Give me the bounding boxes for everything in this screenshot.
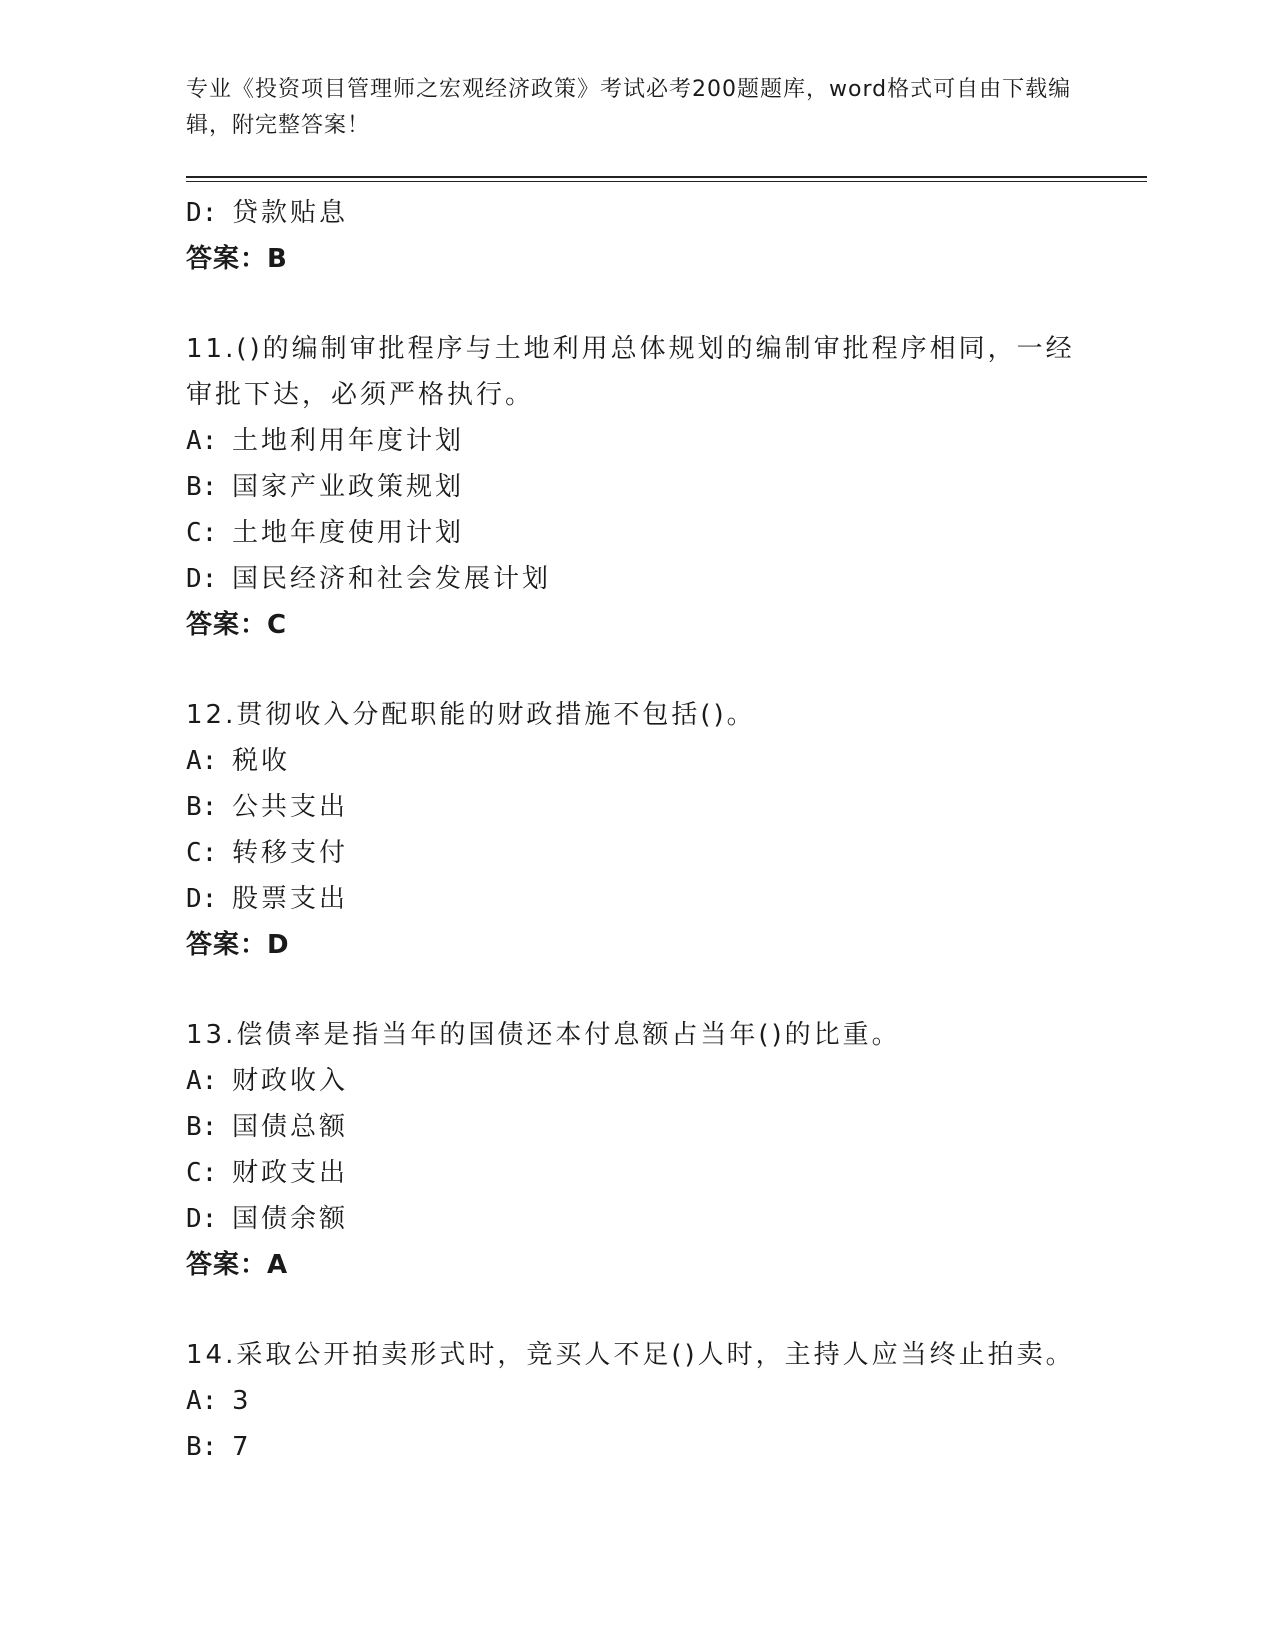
option-label: D: — [186, 1204, 218, 1234]
option-label: D: — [186, 884, 218, 914]
option-text: 国家产业政策规划 — [232, 472, 465, 502]
option-d — [186, 556, 1086, 602]
option-a — [186, 1058, 1086, 1104]
option-text: 国债余额 — [232, 1204, 349, 1234]
option-text: 财政收入 — [232, 1066, 349, 1096]
option-b — [186, 1104, 1086, 1150]
spacer — [186, 648, 1086, 692]
question-stem — [186, 1012, 1086, 1058]
option-label: B: — [186, 472, 218, 502]
carryover-option-d — [186, 190, 1086, 236]
carryover-answer: 答案：B — [186, 244, 288, 274]
option-c — [186, 830, 1086, 876]
question-14 — [186, 1332, 1086, 1470]
option-c — [186, 510, 1086, 556]
option-label: C: — [186, 838, 218, 868]
option-b — [186, 784, 1086, 830]
option-label: A: — [186, 1386, 218, 1416]
option-text: 国债总额 — [232, 1112, 349, 1142]
question-text: 贯彻收入分配职能的财政措施不包括()。 — [236, 700, 756, 730]
option-text: 土地利用年度计划 — [232, 426, 465, 456]
answer: 答案：A — [186, 1250, 289, 1280]
question-stem — [186, 692, 1086, 738]
question-number: 13. — [186, 1020, 237, 1050]
option-text: 转移支付 — [232, 838, 349, 868]
spacer — [186, 1288, 1086, 1332]
option-text: 公共支出 — [232, 792, 349, 822]
question-text: 采取公开拍卖形式时，竞买人不足()人时，主持人应当终止拍卖。 — [236, 1340, 1075, 1370]
option-label: B: — [186, 1432, 218, 1462]
option-b — [186, 1424, 1086, 1470]
option-text: 国民经济和社会发展计划 — [232, 564, 552, 594]
document-body — [186, 190, 1086, 1470]
spacer — [186, 282, 1086, 326]
option-label: A: — [186, 426, 218, 456]
option-label: D: — [186, 198, 218, 228]
option-a — [186, 1378, 1086, 1424]
option-text: 土地年度使用计划 — [232, 518, 465, 548]
question-number: 11. — [186, 334, 237, 364]
option-text: 3 — [232, 1386, 252, 1416]
spacer — [186, 968, 1086, 1012]
header-rule-thin — [186, 181, 1147, 182]
option-d — [186, 876, 1086, 922]
answer: 答案：C — [186, 610, 288, 640]
option-a — [186, 738, 1086, 784]
header-rule-thick — [186, 176, 1147, 178]
option-c — [186, 1150, 1086, 1196]
question-12 — [186, 692, 1086, 968]
question-text: 偿债率是指当年的国债还本付息额占当年()的比重。 — [236, 1020, 901, 1050]
answer: 答案：D — [186, 930, 290, 960]
question-number: 14. — [186, 1340, 237, 1370]
page-header: 专业《投资项目管理师之宏观经济政策》考试必考200题题库，word格式可自由下载编辑，附完整答案！ — [186, 77, 1072, 138]
option-text: 税收 — [232, 746, 291, 776]
option-text: 财政支出 — [232, 1158, 349, 1188]
question-13 — [186, 1012, 1086, 1288]
question-stem — [186, 1332, 1086, 1378]
question-number: 12. — [186, 700, 237, 730]
question-11 — [186, 326, 1086, 648]
option-b — [186, 464, 1086, 510]
option-text: 贷款贴息 — [232, 198, 349, 228]
question-stem — [186, 326, 1086, 418]
option-label: D: — [186, 564, 218, 594]
option-d — [186, 1196, 1086, 1242]
option-label: A: — [186, 746, 218, 776]
option-text: 股票支出 — [232, 884, 349, 914]
option-label: B: — [186, 792, 218, 822]
option-label: C: — [186, 518, 218, 548]
option-label: A: — [186, 1066, 218, 1096]
option-a — [186, 418, 1086, 464]
option-label: B: — [186, 1112, 218, 1142]
question-text: ()的编制审批程序与土地利用总体规划的编制审批程序相同，一经审批下达，必须严格执行。 — [186, 334, 1075, 410]
option-label: C: — [186, 1158, 218, 1188]
option-text: 7 — [232, 1432, 252, 1462]
